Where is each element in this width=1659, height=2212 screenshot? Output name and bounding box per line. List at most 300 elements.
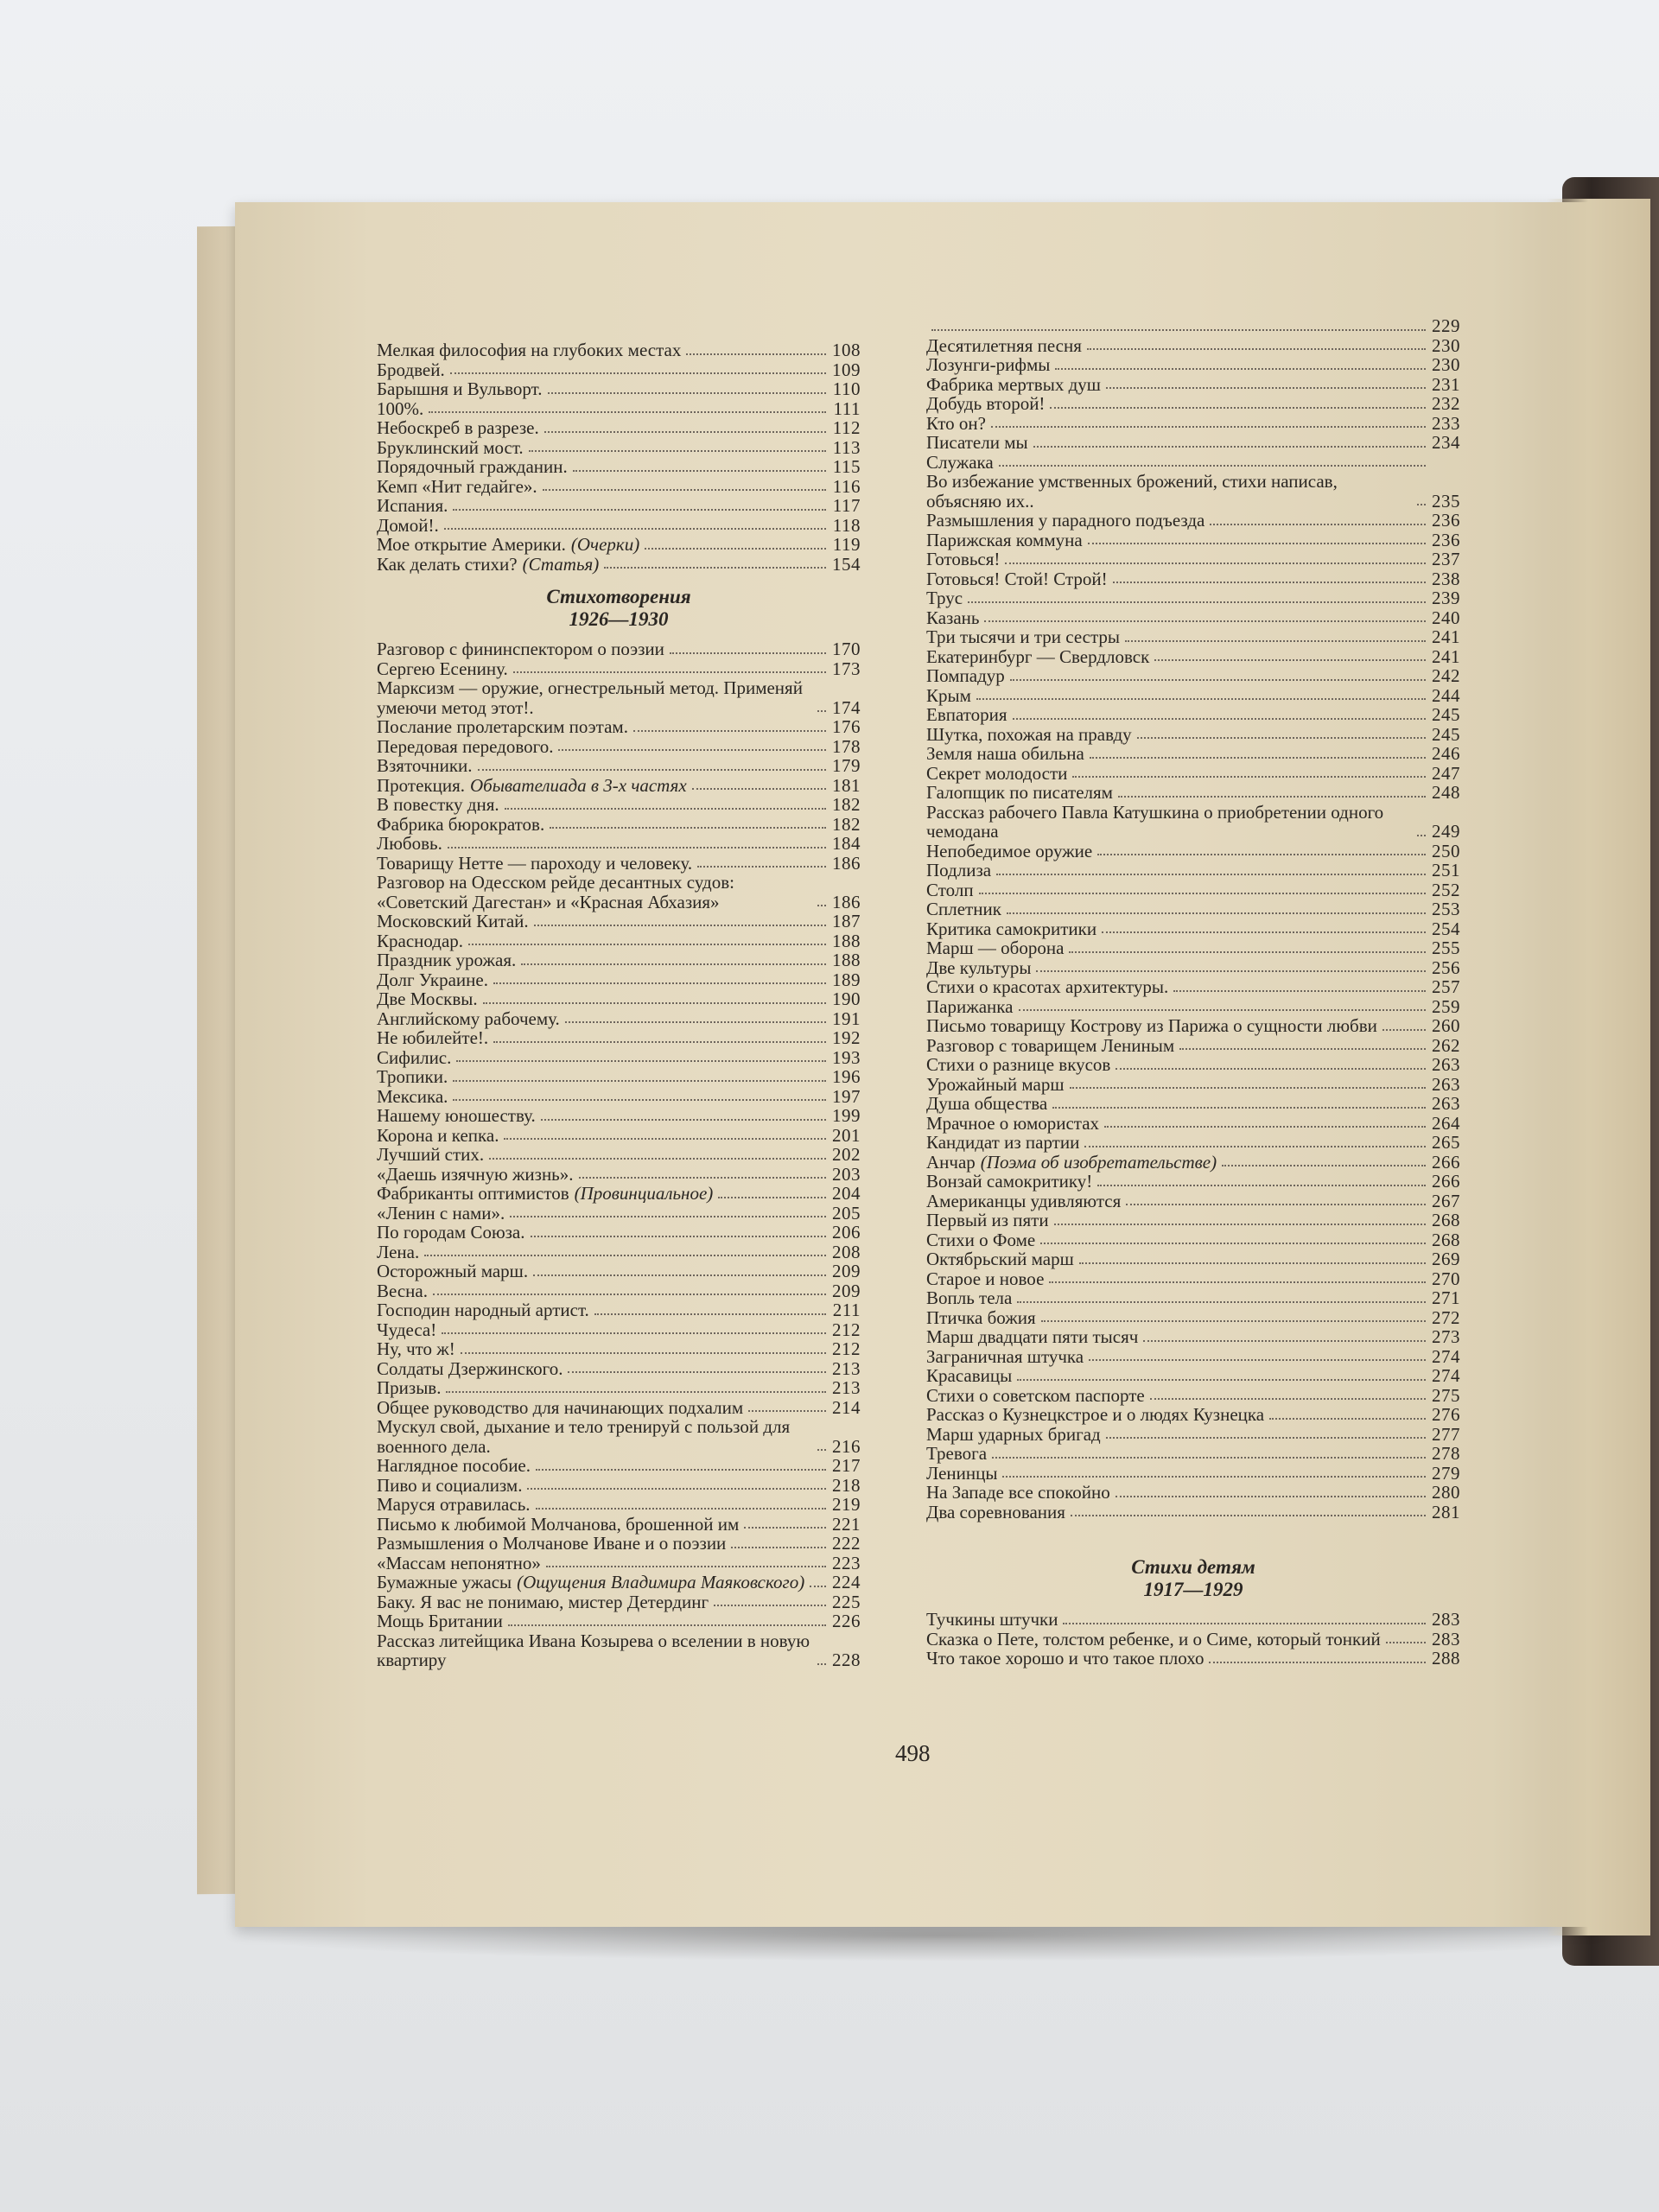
toc-entry-title: Десятилетняя песня [926, 334, 1082, 356]
toc-entry-title: Послание пролетарским поэтам. [377, 716, 628, 737]
toc-entry [926, 1327, 1460, 1347]
page-gutter-fade [1547, 199, 1650, 1936]
toc-entry-leader-dots [697, 866, 826, 868]
toc-entry-leader-dots [1150, 1398, 1426, 1400]
toc-entry-leader-dots [810, 1586, 826, 1587]
toc-entry-leader-dots [450, 372, 826, 374]
toc-entry-leader-dots [1050, 407, 1426, 409]
toc-entry [926, 1249, 1460, 1269]
toc-entry-leader-dots [1210, 524, 1426, 525]
toc-entry [926, 550, 1460, 569]
toc-entry [377, 360, 861, 380]
toc-entry-page: 242 [1432, 665, 1460, 686]
toc-entry [926, 1211, 1460, 1230]
toc-entry-page: 263 [1432, 1093, 1460, 1114]
toc-entry [926, 744, 1460, 764]
toc-entry-title: Мое открытие Америки. [377, 534, 566, 555]
toc-entry-title: Секрет молодости [926, 762, 1068, 784]
toc-entry-leader-dots [1382, 1029, 1426, 1031]
toc-entry-leader-dots [714, 1605, 826, 1606]
toc-entry-leader-dots [513, 671, 826, 673]
toc-entry-title: Весна. [377, 1280, 428, 1301]
toc-entry-page: 256 [1432, 957, 1460, 978]
toc-entry-title: Размышления у парадного подъезда [926, 510, 1205, 531]
toc-entry-title: Тропики. [377, 1066, 448, 1087]
toc-entry [377, 756, 861, 776]
toc-entry-title: Фабрика бюрократов. [377, 813, 545, 835]
toc-entry-title: По городам Союза. [377, 1222, 525, 1243]
toc-entry-page: 264 [1432, 1112, 1460, 1134]
toc-entry [377, 1398, 861, 1418]
toc-entry-page: 251 [1432, 860, 1460, 880]
toc-entry-title: Чудеса! [377, 1319, 437, 1340]
toc-entry-leader-dots [1005, 563, 1426, 564]
toc-entry-title: Стихи о советском паспорте [926, 1384, 1145, 1406]
toc-entry-title: Готовься! Стой! Строй! [926, 568, 1108, 589]
toc-entry-page: 212 [832, 1319, 861, 1340]
toc-entry [926, 666, 1460, 686]
toc-entry-leader-dots [461, 1352, 826, 1354]
toc-entry [926, 1133, 1460, 1153]
toc-entry-title: Испания. [377, 495, 448, 516]
toc-entry [377, 950, 861, 970]
toc-entry-page: 216 [832, 1435, 861, 1457]
toc-entry-leader-dots [1007, 912, 1426, 914]
toc-entry-page: 259 [1432, 995, 1460, 1017]
toc-entry-title: Как делать стихи? [377, 553, 518, 575]
toc-entry [926, 569, 1460, 589]
toc-entry-page: 266 [1432, 1151, 1460, 1173]
toc-entry-leader-dots [1118, 796, 1426, 798]
toc-entry-page: 209 [832, 1261, 861, 1281]
toc-entry-leader-dots [1087, 348, 1426, 350]
toc-entry [377, 1300, 861, 1320]
toc-entry-title: Евпатория [926, 704, 1007, 725]
toc-entry [377, 1611, 861, 1631]
toc-entry-page: 154 [832, 553, 861, 575]
toc-entry-page: 245 [1432, 723, 1460, 745]
toc-entry [377, 457, 861, 477]
toc-entry-leader-dots [992, 1457, 1426, 1459]
toc-entry-subtitle: Обывателиада в 3-х частях [469, 774, 687, 796]
toc-entry-page: 112 [832, 417, 861, 438]
toc-entry-title: Осторожный марш. [377, 1261, 529, 1281]
toc-entry-leader-dots [533, 1274, 826, 1276]
toc-entry [377, 1592, 861, 1612]
toc-entry-title: Рассказ рабочего Павла Катушкина о приобретении одного чемодана [926, 801, 1384, 842]
toc-entry [377, 1184, 861, 1204]
toc-entry-leader-dots [478, 769, 826, 771]
toc-entry-page: 109 [832, 359, 861, 380]
toc-entry-leader-dots [558, 749, 826, 751]
toc-entry-leader-dots [453, 1080, 826, 1082]
toc-entry-title: Маруся отравилась. [377, 1494, 531, 1515]
toc-entry [377, 1495, 861, 1515]
toc-entry [926, 1269, 1460, 1289]
toc-entry-page: 173 [832, 658, 861, 679]
toc-entry-title: Галопщик по писателям [926, 782, 1113, 803]
toc-entry-page: 254 [1432, 918, 1460, 939]
toc-entry [926, 1483, 1460, 1503]
toc-entry-title: Не юбилейте!. [377, 1027, 489, 1048]
toc-entry-title: Стихи о разнице вкусов [926, 1054, 1111, 1075]
toc-left-column [377, 340, 861, 1670]
toc-entry-leader-dots [456, 1060, 826, 1062]
toc-entry-title: Взяточники. [377, 755, 473, 776]
toc-entry-page: 212 [832, 1338, 861, 1359]
toc-entry-title: Московский Китай. [377, 911, 529, 931]
toc-entry-leader-dots [984, 620, 1426, 622]
toc-entry-leader-dots [817, 1663, 826, 1665]
toc-right-column [926, 316, 1460, 1669]
toc-entry [926, 997, 1460, 1017]
toc-entry [926, 1016, 1460, 1036]
toc-entry-page: 199 [832, 1105, 861, 1126]
toc-entry [926, 394, 1460, 414]
toc-entry-leader-dots [504, 1138, 826, 1140]
toc-left-top-list [377, 340, 861, 574]
toc-entry-subtitle: (Ощущения Владимира Маяковского) [517, 1572, 805, 1592]
toc-entry-title: Душа общества [926, 1093, 1048, 1114]
toc-entry [377, 1009, 861, 1029]
toc-entry-title: Две Москвы. [377, 988, 478, 1009]
toc-right-top-list [926, 316, 1460, 1522]
toc-entry-title: Стихи о красотах архитектуры. [926, 976, 1169, 997]
toc-entry [377, 1339, 861, 1359]
toc-entry-title: Бруклинский мост. [377, 436, 524, 458]
toc-entry-leader-dots [468, 944, 826, 945]
toc-entry [926, 842, 1460, 861]
toc-entry-leader-dots [453, 509, 826, 511]
toc-entry-leader-dots [508, 1624, 826, 1626]
toc-entry-title: Заграничная штучка [926, 1345, 1084, 1367]
toc-entry [926, 1649, 1460, 1669]
toc-entry-leader-dots [1116, 1496, 1426, 1497]
toc-entry-leader-dots [1417, 504, 1426, 505]
toc-entry-title: Крым [926, 684, 971, 706]
toc-entry [377, 340, 861, 360]
toc-entry-leader-dots [1002, 1476, 1426, 1478]
toc-entry-leader-dots [1089, 1359, 1426, 1361]
toc-entry-leader-dots [489, 1158, 826, 1160]
toc-entry [377, 1631, 861, 1670]
toc-entry-leader-dots [976, 698, 1426, 700]
toc-entry-title: 100%. [377, 397, 424, 419]
toc-entry-title: Шутка, похожая на правду [926, 723, 1132, 745]
toc-entry-title: Фабрика мертвых душ [926, 373, 1101, 395]
toc-entry-page: 118 [832, 514, 861, 536]
toc-entry-page: 249 [1432, 821, 1460, 842]
toc-entry-page: 213 [832, 1357, 861, 1379]
toc-entry [377, 795, 861, 815]
toc-entry [926, 899, 1460, 919]
toc-entry [926, 531, 1460, 550]
toc-entry [926, 355, 1460, 375]
toc-entry-leader-dots [979, 893, 1426, 894]
toc-entry [377, 535, 861, 555]
toc-entry-page: 213 [832, 1377, 861, 1398]
toc-entry-leader-dots [1055, 368, 1426, 370]
toc-entry-title: Товарищу Нетте — пароходу и человеку. [377, 852, 693, 874]
toc-entry [377, 1515, 861, 1535]
toc-entry-leader-dots [744, 1527, 826, 1529]
toc-entry-title: Протекция. [377, 774, 465, 796]
toc-entry [926, 880, 1460, 900]
toc-entry-page: 225 [832, 1591, 861, 1612]
toc-entry-title: Готовься! [926, 549, 1001, 569]
toc-entry-page: 188 [832, 930, 861, 951]
toc-entry-leader-dots [1070, 1087, 1426, 1089]
toc-entry-page: 247 [1432, 762, 1460, 784]
toc-entry [926, 1055, 1460, 1075]
toc-entry [377, 1106, 861, 1126]
toc-entry-title: Мощь Британии [377, 1611, 503, 1631]
toc-entry [377, 854, 861, 874]
toc-entry-title: Бродвей. [377, 359, 445, 380]
toc-entry [377, 678, 861, 717]
toc-entry [926, 977, 1460, 997]
toc-entry-leader-dots [1017, 1379, 1426, 1381]
toc-entry-page: 266 [1432, 1171, 1460, 1192]
toc-entry-leader-dots [645, 548, 826, 550]
toc-entry [377, 873, 861, 912]
toc-entry-title: В повестку дня. [377, 794, 499, 815]
toc-entry-title: Мрачное о юмористах [926, 1112, 1100, 1134]
toc-entry-leader-dots [483, 1002, 826, 1004]
toc-entry [926, 588, 1460, 608]
toc-entry [377, 1320, 861, 1340]
toc-entry-title: Казань [926, 607, 980, 628]
toc-entry-page: 232 [1432, 393, 1460, 414]
toc-entry-page: 211 [832, 1300, 861, 1320]
toc-entry-title: Добудь второй! [926, 393, 1046, 414]
toc-entry-page: 119 [832, 534, 861, 555]
toc-entry [926, 725, 1460, 745]
toc-entry-title: Марш — оборона [926, 938, 1065, 958]
section-years: 1926—1930 [569, 608, 669, 630]
toc-entry-title: Фабриканты оптимистов [377, 1183, 569, 1204]
toc-entry-leader-dots [1173, 990, 1426, 992]
toc-entry [926, 958, 1460, 978]
toc-entry-title: Вонзай самокритику! [926, 1171, 1093, 1192]
toc-entry-title: Писатели мы [926, 432, 1028, 453]
toc-entry-title: Разговор с фининспектором о поэзии [377, 639, 664, 659]
toc-entry [377, 1165, 861, 1185]
toc-entry-page: 174 [832, 696, 861, 718]
toc-entry-page: 248 [1432, 782, 1460, 803]
toc-entry-page: 230 [1432, 334, 1460, 356]
toc-entry-leader-dots [1052, 1107, 1426, 1109]
toc-entry-title: Октябрьский марш [926, 1249, 1074, 1269]
toc-entry-page: 229 [1432, 315, 1460, 336]
toc-entry-title: Сплетник [926, 899, 1001, 919]
toc-entry [377, 970, 861, 990]
toc-entry-title: Письмо к любимой Молчанова, брошенной им [377, 1513, 740, 1535]
toc-entry-page: 260 [1432, 1015, 1460, 1036]
toc-entry-page: 182 [832, 794, 861, 815]
toc-entry [926, 783, 1460, 803]
toc-entry [926, 1036, 1460, 1056]
toc-entry-title: Вопль тела [926, 1287, 1013, 1308]
toc-entry-title: Корона и кепка. [377, 1124, 499, 1146]
toc-entry-page: 244 [1432, 684, 1460, 706]
toc-entry-title: Красавицы [926, 1365, 1013, 1386]
toc-entry [377, 1554, 861, 1573]
toc-entry-leader-dots [1072, 776, 1426, 778]
toc-entry-page: 190 [832, 988, 861, 1009]
toc-entry-title: Английскому рабочему. [377, 1007, 560, 1029]
toc-entry-page: 235 [1432, 490, 1460, 512]
toc-entry-page: 196 [832, 1066, 861, 1087]
toc-entry [926, 938, 1460, 958]
toc-entry-page: 281 [1432, 1501, 1460, 1522]
toc-entry-title: Пиво и социализм. [377, 1474, 523, 1496]
toc-entry-title: Тревога [926, 1443, 988, 1464]
toc-entry-title: Солдаты Дзержинского. [377, 1357, 563, 1379]
toc-entry-page: 274 [1432, 1365, 1460, 1386]
toc-entry-page: 255 [1432, 938, 1460, 958]
toc-entry-leader-dots [433, 1294, 826, 1295]
toc-entry [377, 834, 861, 854]
toc-entry-title: Ну, что ж! [377, 1338, 455, 1359]
toc-entry-page: 240 [1432, 607, 1460, 628]
toc-entry-title: Нашему юношеству. [377, 1105, 536, 1126]
toc-entry-page: 223 [832, 1552, 861, 1573]
toc-entry-leader-dots [1222, 1165, 1426, 1166]
toc-entry-subtitle: (Статья) [522, 553, 600, 575]
toc-entry-leader-dots [1049, 1281, 1426, 1283]
toc-entry [926, 472, 1460, 511]
toc-entry-leader-dots [1417, 835, 1426, 836]
toc-entry-leader-dots [546, 1566, 826, 1567]
toc-entry-page: 192 [832, 1027, 861, 1048]
toc-entry-title: Парижанка [926, 995, 1014, 1017]
toc-entry-page: 288 [1432, 1648, 1460, 1669]
toc-entry-leader-dots [1113, 582, 1426, 583]
toc-entry-leader-dots [424, 1255, 826, 1256]
section-heading-poems [377, 586, 861, 631]
toc-entry-page: 186 [832, 852, 861, 874]
toc-entry-page: 267 [1432, 1190, 1460, 1211]
section-heading-children [926, 1556, 1460, 1601]
toc-entry [926, 627, 1460, 647]
toc-entry-leader-dots [817, 710, 826, 712]
toc-right-section-list [926, 1610, 1460, 1669]
toc-entry-title: Барышня и Вульворт. [377, 378, 543, 399]
toc-entry-leader-dots [1090, 757, 1426, 759]
toc-entry-page: 228 [832, 1649, 861, 1670]
toc-entry-leader-dots [1036, 970, 1426, 972]
toc-entry-leader-dots [1102, 931, 1426, 933]
toc-entry-page: 219 [832, 1494, 861, 1515]
toc-entry-page: 206 [832, 1222, 861, 1243]
toc-entry [377, 912, 861, 931]
toc-entry [377, 438, 861, 458]
toc-entry [377, 737, 861, 757]
toc-entry-title: Кемп «Нит гедайге». [377, 475, 537, 497]
toc-entry-leader-dots [1079, 1262, 1426, 1264]
toc-entry [377, 931, 861, 951]
toc-entry-leader-dots [521, 963, 826, 965]
toc-entry-title: Сказка о Пете, толстом ребенке, и о Симе, который тонкий [926, 1628, 1381, 1649]
toc-entry-leader-dots [442, 1332, 826, 1334]
toc-entry-title: Во избежание умственных брожений, стихи написав, объясняю их.. [926, 471, 1338, 512]
toc-entry-title: Помпадур [926, 665, 1005, 686]
toc-entry-title: Мускул свой, дыхание и тело тренируй с пользой для военного дела. [377, 1416, 791, 1457]
toc-entry [926, 1444, 1460, 1464]
toc-entry-subtitle: (Провинциальное) [574, 1183, 714, 1204]
toc-entry-leader-dots [1154, 659, 1426, 661]
toc-entry-leader-dots [565, 1021, 826, 1023]
toc-entry [377, 1534, 861, 1554]
toc-entry-leader-dots [594, 1313, 826, 1315]
toc-entry-page: 191 [832, 1007, 861, 1029]
toc-entry-title: Мелкая философия на глубоких местах [377, 340, 682, 360]
toc-entry-leader-dots [670, 652, 826, 654]
toc-entry [926, 1153, 1460, 1173]
toc-entry-page: 263 [1432, 1054, 1460, 1075]
toc-entry-page: 197 [832, 1085, 861, 1107]
toc-entry-leader-dots [1010, 679, 1426, 681]
toc-entry-title: Краснодар. [377, 930, 464, 951]
toc-entry-title: Первый из пяти [926, 1210, 1049, 1230]
toc-entry-page: 277 [1432, 1423, 1460, 1445]
toc-entry-title: Земля наша обильна [926, 743, 1084, 764]
toc-entry-page: 262 [1432, 1034, 1460, 1056]
toc-entry [377, 1067, 861, 1087]
toc-entry [926, 1347, 1460, 1367]
toc-entry-page: 276 [1432, 1404, 1460, 1425]
section-title: Стихотворения [546, 586, 691, 607]
toc-entry-leader-dots [1269, 1418, 1426, 1420]
toc-entry-title: Мексика. [377, 1085, 448, 1107]
toc-entry-title: Долг Украине. [377, 969, 488, 990]
toc-entry-page: 178 [832, 735, 861, 757]
toc-entry-leader-dots [604, 567, 826, 569]
toc-entry [377, 418, 861, 438]
toc-entry-leader-dots [686, 353, 826, 355]
toc-entry-title: Три тысячи и три сестры [926, 626, 1121, 647]
toc-entry [926, 1425, 1460, 1445]
toc-entry-page: 203 [832, 1163, 861, 1185]
toc-entry-leader-dots [544, 431, 826, 433]
toc-entry-title: Общее руководство для начинающих подхалим [377, 1396, 744, 1418]
toc-entry [926, 1308, 1460, 1328]
toc-entry [926, 1172, 1460, 1192]
toc-entry [377, 639, 861, 659]
toc-entry-page: 113 [832, 436, 861, 458]
toc-entry-page: 115 [832, 456, 861, 477]
toc-entry-leader-dots [448, 847, 826, 849]
toc-entry [377, 1573, 861, 1592]
toc-entry-leader-dots [1104, 1126, 1426, 1128]
toc-entry-leader-dots [1106, 1437, 1426, 1439]
toc-entry [377, 496, 861, 516]
toc-entry-page: 230 [1432, 354, 1460, 375]
toc-entry-title: Трус [926, 588, 963, 608]
toc-entry-leader-dots [633, 730, 826, 732]
page-number: 498 [895, 1740, 931, 1766]
toc-entry-title: Небоскреб в разрезе. [377, 417, 539, 438]
toc-entry-title: Старое и новое [926, 1268, 1045, 1289]
toc-entry-leader-dots [1069, 951, 1426, 953]
toc-entry [926, 433, 1460, 453]
toc-entry-title: Призыв. [377, 1377, 442, 1398]
toc-entry-leader-dots [1054, 1224, 1426, 1225]
toc-entry-page: 116 [832, 475, 861, 497]
toc-entry-page: 188 [832, 950, 861, 970]
toc-entry [926, 1405, 1460, 1425]
